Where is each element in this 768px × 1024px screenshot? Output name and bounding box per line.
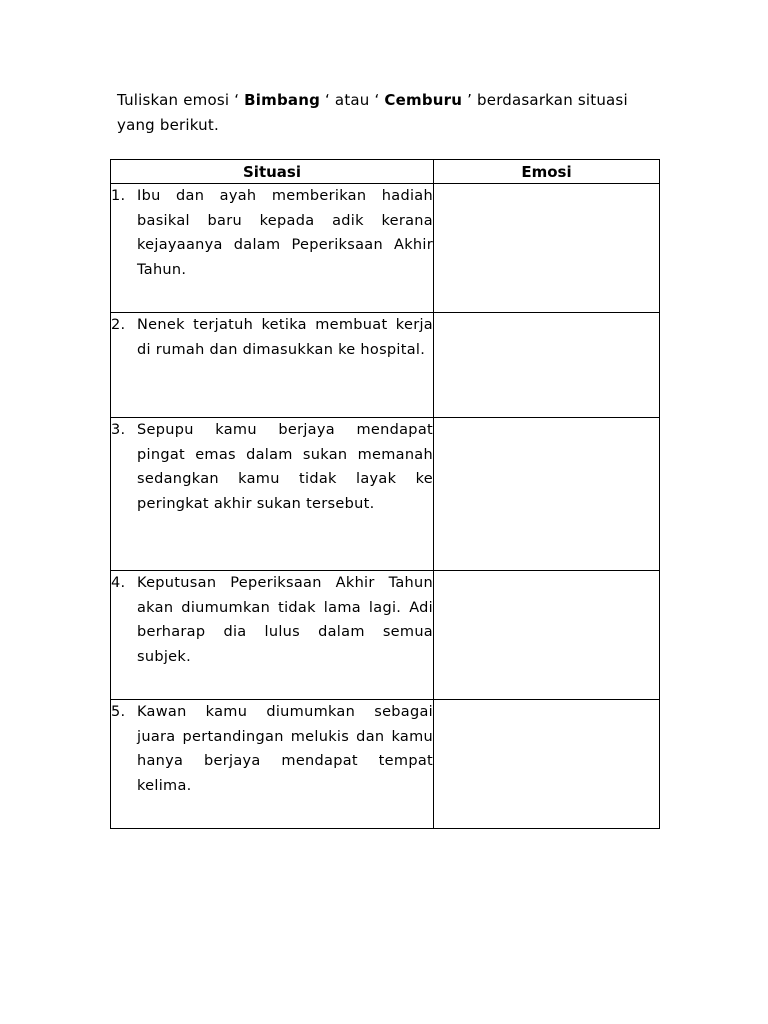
situation-cell — [111, 418, 434, 571]
situation-text: Keputusan Peperiksaan Akhir Tahun akan diumumkan tidak lama lagi. Adi berharap dia lulus dalam semua subjek. — [137, 575, 433, 665]
table-header-row — [111, 160, 660, 184]
table-row — [111, 418, 660, 571]
emotion-answer-cell[interactable] — [434, 700, 660, 829]
instruction-part-2: ‘ atau ‘ — [320, 91, 385, 109]
item-number: 1. — [111, 188, 126, 204]
instruction-part-3: ’ berdasarkan situasi yang berikut. — [117, 91, 628, 134]
situation-text: Ibu dan ayah memberikan hadiah basikal baru kepada adik kerana kejayaanya dalam Peperiksaan Akhir Tahun. — [137, 188, 433, 278]
situation-cell — [111, 184, 434, 313]
emotion-answer-cell[interactable] — [434, 571, 660, 700]
situation-cell — [111, 313, 434, 418]
table-row — [111, 313, 660, 418]
situation-text: Sepupu kamu berjaya mendapat pingat emas dalam sukan memanah sedangkan kamu tidak layak ke peringkat akhir sukan tersebut. — [137, 422, 433, 512]
situation-item — [111, 313, 433, 362]
item-number: 3. — [111, 422, 126, 438]
table-row — [111, 700, 660, 829]
situation-cell — [111, 700, 434, 829]
item-number: 4. — [111, 575, 126, 591]
situation-cell — [111, 571, 434, 700]
item-number: 2. — [111, 317, 126, 333]
emotion-option-cemburu: Cemburu — [384, 91, 463, 109]
situation-text: Nenek terjatuh ketika membuat kerja di rumah dan dimasukkan ke hospital. — [137, 317, 433, 358]
instruction-part-1: Tuliskan emosi ‘ — [117, 91, 245, 109]
emotion-answer-cell[interactable] — [434, 418, 660, 571]
situation-item — [111, 184, 433, 282]
table-row — [111, 184, 660, 313]
situation-item — [111, 571, 433, 669]
table-row — [111, 571, 660, 700]
header-emosi: Emosi — [434, 160, 660, 184]
emotion-option-bimbang: Bimbang — [244, 91, 321, 109]
situation-text: Kawan kamu diumumkan sebagai juara pertandingan melukis dan kamu hanya berjaya mendapat tempat kelima. — [137, 704, 433, 794]
header-situasi: Situasi — [111, 160, 434, 184]
emotion-answer-cell[interactable] — [434, 184, 660, 313]
situation-item — [111, 418, 433, 516]
situation-item — [111, 700, 433, 798]
situation-emotion-table — [110, 159, 660, 829]
item-number: 5. — [111, 704, 126, 720]
instruction-text — [117, 88, 662, 138]
emotion-answer-cell[interactable] — [434, 313, 660, 418]
